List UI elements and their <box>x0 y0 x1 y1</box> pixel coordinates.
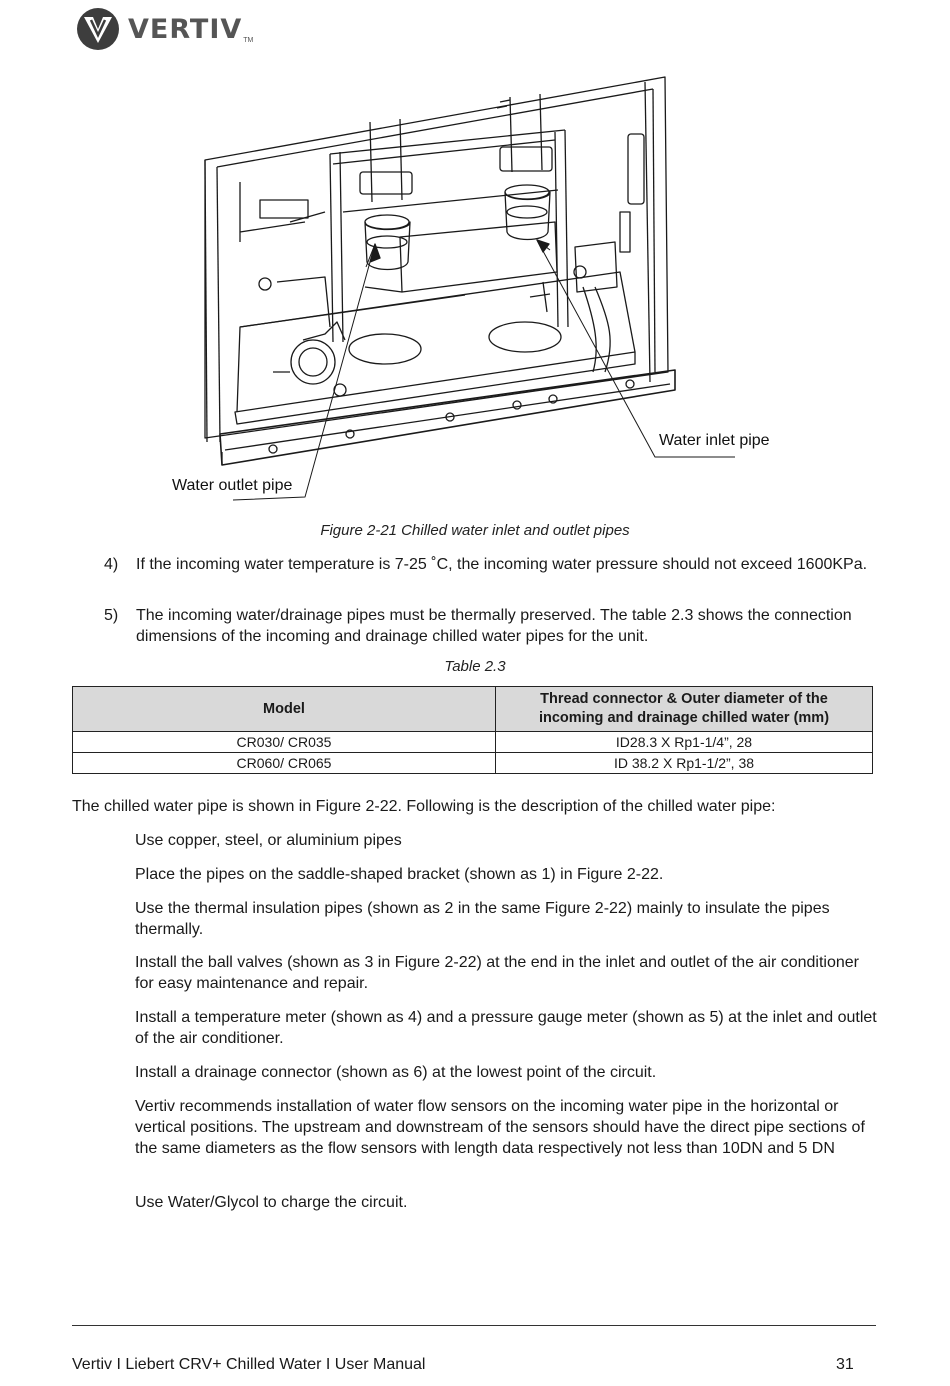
intro-paragraph: The chilled water pipe is shown in Figure 2-22. Following is the description of the chilled water pipe: <box>72 798 776 815</box>
description-paragraph: Install a drainage connector (shown as 6) at the lowest point of the circuit. <box>135 1064 657 1081</box>
pipe-dimensions-table <box>72 686 873 774</box>
footer-title: Vertiv I Liebert CRV+ Chilled Water I User Manual <box>72 1356 426 1373</box>
vertiv-logo <box>76 6 253 52</box>
description-paragraph: Install a temperature meter (shown as 4) and a pressure gauge meter (shown as 5) at the inlet and outlet of the air conditioner. <box>135 1009 877 1047</box>
unit-line-drawing <box>165 72 795 507</box>
column-header-diameter: Thread connector & Outer diameter of the incoming and drainage chilled water (mm) <box>496 687 873 732</box>
list-number: 4) <box>104 556 119 573</box>
table-cell: CR030/ CR035 <box>73 732 496 753</box>
description-paragraph: Place the pipes on the saddle-shaped bracket (shown as 1) in Figure 2-22. <box>135 866 664 883</box>
description-paragraph: Use copper, steel, or aluminium pipes <box>135 832 402 849</box>
list-item <box>104 554 879 575</box>
brand-name: VERTIV <box>128 13 243 45</box>
table-cell: ID28.3 X Rp1-1/4”, 28 <box>496 732 873 753</box>
table-caption: Table 2.3 <box>444 658 506 675</box>
list-number: 5) <box>104 607 119 624</box>
table-cell: ID 38.2 X Rp1-1/2”, 38 <box>496 753 873 774</box>
list-text: If the incoming water temperature is 7-25 ˚C, the incoming water pressure should not exceed 1600KPa. <box>136 556 868 573</box>
trademark: TM <box>243 37 254 44</box>
description-paragraph: Use the thermal insulation pipes (shown as 2 in the same Figure 2-22) mainly to insulate the pipes thermally. <box>135 900 830 938</box>
table-row <box>73 732 873 753</box>
list-item <box>104 605 879 647</box>
figure-caption: Figure 2-21 Chilled water inlet and outlet pipes <box>320 522 630 539</box>
description-paragraph: Vertiv recommends installation of water flow sensors on the incoming water pipe in the horizontal or vertical positions. The upstream and downstream of the sensors should have the direct pipe sections of the same diameters as the flow sensors with length data respectively not less than 10DN and 5 DN <box>135 1098 865 1157</box>
description-paragraph: Use Water/Glycol to charge the circuit. <box>135 1194 408 1211</box>
water-inlet-label: Water inlet pipe <box>659 432 770 449</box>
column-header-model: Model <box>73 687 496 732</box>
list-text: The incoming water/drainage pipes must be thermally preserved. The table 2.3 shows the connection dimensions of the incoming and drainage chilled water pipes for the unit. <box>136 607 852 645</box>
table-row <box>73 753 873 774</box>
table-cell: CR060/ CR065 <box>73 753 496 774</box>
page-number: 31 <box>836 1356 854 1373</box>
table-header-row <box>73 687 873 732</box>
footer-divider <box>72 1325 876 1326</box>
description-paragraph: Install the ball valves (shown as 3 in Figure 2-22) at the end in the inlet and outlet of the air conditioner for easy maintenance and repair. <box>135 954 859 992</box>
vertiv-chevron-logo-icon <box>76 7 120 51</box>
chilled-water-pipes-figure <box>165 72 795 507</box>
water-outlet-label: Water outlet pipe <box>172 477 293 494</box>
